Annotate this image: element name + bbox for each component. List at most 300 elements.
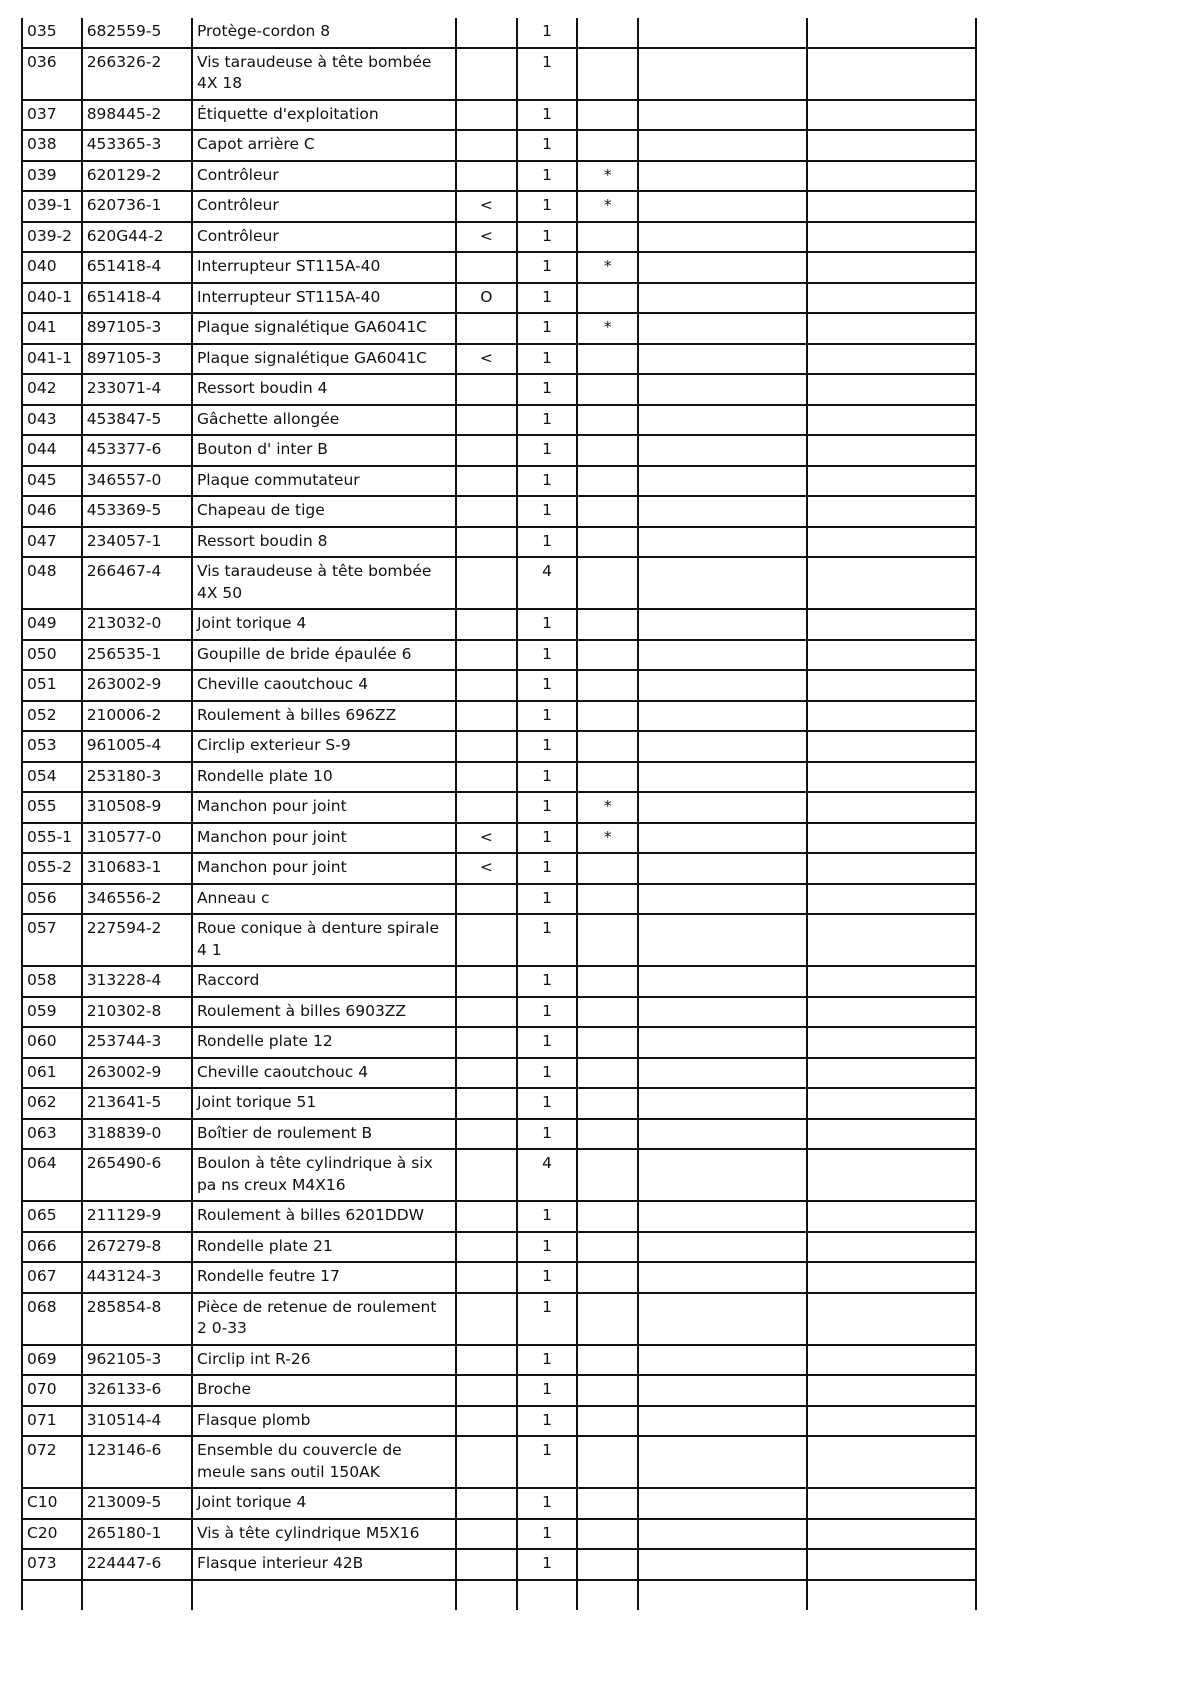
empty-cell <box>807 100 976 131</box>
reference-cell: 682559-5 <box>82 18 192 48</box>
empty-cell <box>456 1580 517 1610</box>
reference-cell: 310683-1 <box>82 853 192 884</box>
table-row <box>22 670 976 701</box>
part-number-cell: 063 <box>22 1119 82 1150</box>
quantity-cell: 1 <box>517 130 578 161</box>
mark-cell <box>456 161 517 192</box>
mark-cell <box>456 1375 517 1406</box>
note-cell: * <box>577 191 638 222</box>
empty-cell <box>638 1580 807 1610</box>
empty-cell <box>638 670 807 701</box>
part-number-cell: 067 <box>22 1262 82 1293</box>
reference-cell: 224447-6 <box>82 1549 192 1580</box>
mark-cell <box>456 1027 517 1058</box>
quantity-cell: 1 <box>517 640 578 671</box>
table-row <box>22 1088 976 1119</box>
empty-cell <box>638 252 807 283</box>
empty-cell <box>807 313 976 344</box>
table-row <box>22 130 976 161</box>
empty-cell <box>807 1345 976 1376</box>
note-cell <box>577 731 638 762</box>
mark-cell <box>456 405 517 436</box>
quantity-cell: 1 <box>517 670 578 701</box>
reference-cell: 213641-5 <box>82 1088 192 1119</box>
reference-cell: 620736-1 <box>82 191 192 222</box>
note-cell <box>577 527 638 558</box>
empty-cell <box>807 914 976 966</box>
note-cell <box>577 100 638 131</box>
empty-cell <box>638 823 807 854</box>
empty-cell <box>638 762 807 793</box>
part-number-cell: 051 <box>22 670 82 701</box>
empty-cell <box>807 1262 976 1293</box>
empty-cell <box>638 853 807 884</box>
reference-cell: 962105-3 <box>82 1345 192 1376</box>
empty-cell <box>638 435 807 466</box>
empty-cell <box>638 130 807 161</box>
table-row <box>22 853 976 884</box>
empty-cell <box>638 313 807 344</box>
table-row <box>22 731 976 762</box>
part-number-cell: 068 <box>22 1293 82 1345</box>
reference-cell: 961005-4 <box>82 731 192 762</box>
part-number-cell: 062 <box>22 1088 82 1119</box>
reference-cell: 267279-8 <box>82 1232 192 1263</box>
part-number-cell: 039 <box>22 161 82 192</box>
note-cell <box>577 222 638 253</box>
quantity-cell: 1 <box>517 252 578 283</box>
table-row <box>22 313 976 344</box>
mark-cell <box>456 966 517 997</box>
note-cell <box>577 466 638 497</box>
reference-cell: 210006-2 <box>82 701 192 732</box>
part-number-cell: 044 <box>22 435 82 466</box>
mark-cell <box>456 1201 517 1232</box>
reference-cell: 443124-3 <box>82 1262 192 1293</box>
empty-cell <box>807 1406 976 1437</box>
empty-cell <box>807 731 976 762</box>
mark-cell <box>456 997 517 1028</box>
mark-cell: < <box>456 344 517 375</box>
description-cell: Flasque plomb <box>192 1406 456 1437</box>
table-row <box>22 1201 976 1232</box>
description-cell: Rondelle plate 12 <box>192 1027 456 1058</box>
reference-cell: 310508-9 <box>82 792 192 823</box>
description-cell: Ensemble du couvercle de meule sans outil 150AK <box>192 1436 456 1488</box>
quantity-cell: 1 <box>517 997 578 1028</box>
note-cell <box>577 966 638 997</box>
quantity-cell: 1 <box>517 884 578 915</box>
description-cell: Flasque interieur 42B <box>192 1549 456 1580</box>
part-number-cell: 038 <box>22 130 82 161</box>
empty-cell <box>807 1088 976 1119</box>
mark-cell <box>456 435 517 466</box>
description-cell: Joint torique 4 <box>192 1488 456 1519</box>
empty-cell <box>807 1149 976 1201</box>
part-number-cell: C20 <box>22 1519 82 1550</box>
mark-cell <box>456 1232 517 1263</box>
empty-cell <box>638 914 807 966</box>
table-row <box>22 1345 976 1376</box>
note-cell: * <box>577 313 638 344</box>
table-row <box>22 792 976 823</box>
mark-cell <box>456 466 517 497</box>
empty-cell <box>638 1549 807 1580</box>
empty-cell <box>638 1149 807 1201</box>
empty-cell <box>638 405 807 436</box>
description-cell: Rondelle plate 10 <box>192 762 456 793</box>
mark-cell <box>456 609 517 640</box>
note-cell <box>577 997 638 1028</box>
mark-cell <box>456 557 517 609</box>
empty-cell <box>807 1027 976 1058</box>
empty-cell <box>807 762 976 793</box>
table-row <box>22 496 976 527</box>
description-cell: Plaque commutateur <box>192 466 456 497</box>
reference-cell: 253180-3 <box>82 762 192 793</box>
empty-cell <box>807 1375 976 1406</box>
table-row <box>22 18 976 48</box>
note-cell: * <box>577 792 638 823</box>
empty-cell <box>807 823 976 854</box>
empty-cell <box>638 1201 807 1232</box>
empty-cell <box>807 161 976 192</box>
reference-cell: 651418-4 <box>82 252 192 283</box>
empty-cell <box>807 792 976 823</box>
empty-cell <box>638 466 807 497</box>
empty-cell <box>807 283 976 314</box>
mark-cell: < <box>456 853 517 884</box>
table-row <box>22 435 976 466</box>
empty-cell <box>807 48 976 100</box>
table-row <box>22 1149 976 1201</box>
description-cell: Étiquette d'exploitation <box>192 100 456 131</box>
reference-cell: 897105-3 <box>82 313 192 344</box>
quantity-cell: 1 <box>517 191 578 222</box>
empty-cell <box>807 701 976 732</box>
description-cell: Roulement à billes 6903ZZ <box>192 997 456 1028</box>
table-row <box>22 405 976 436</box>
part-number-cell: 048 <box>22 557 82 609</box>
empty-cell <box>807 435 976 466</box>
empty-cell <box>638 557 807 609</box>
empty-cell <box>807 997 976 1028</box>
note-cell <box>577 1375 638 1406</box>
table-row <box>22 1119 976 1150</box>
note-cell <box>577 435 638 466</box>
description-cell: Vis à tête cylindrique M5X16 <box>192 1519 456 1550</box>
reference-cell: 346557-0 <box>82 466 192 497</box>
description-cell: Circlip exterieur S-9 <box>192 731 456 762</box>
mark-cell <box>456 1549 517 1580</box>
parts-list-table <box>21 18 977 1610</box>
note-cell <box>577 1149 638 1201</box>
note-cell <box>577 130 638 161</box>
mark-cell <box>456 1149 517 1201</box>
empty-cell <box>638 344 807 375</box>
reference-cell: 227594-2 <box>82 914 192 966</box>
mark-cell: < <box>456 222 517 253</box>
reference-cell: 313228-4 <box>82 966 192 997</box>
part-number-cell: 057 <box>22 914 82 966</box>
part-number-cell: 039-2 <box>22 222 82 253</box>
quantity-cell: 1 <box>517 1262 578 1293</box>
reference-cell: 620129-2 <box>82 161 192 192</box>
mark-cell: < <box>456 191 517 222</box>
part-number-cell: 055-1 <box>22 823 82 854</box>
empty-cell <box>638 1375 807 1406</box>
empty-cell <box>192 1580 456 1610</box>
reference-cell: 123146-6 <box>82 1436 192 1488</box>
reference-cell: 213032-0 <box>82 609 192 640</box>
empty-cell <box>638 283 807 314</box>
quantity-cell: 1 <box>517 405 578 436</box>
quantity-cell: 1 <box>517 222 578 253</box>
empty-cell <box>638 1027 807 1058</box>
description-cell: Goupille de bride épaulée 6 <box>192 640 456 671</box>
description-cell: Gâchette allongée <box>192 405 456 436</box>
note-cell <box>577 344 638 375</box>
description-cell: Raccord <box>192 966 456 997</box>
empty-cell <box>638 1436 807 1488</box>
description-cell: Contrôleur <box>192 161 456 192</box>
mark-cell <box>456 640 517 671</box>
reference-cell: 310577-0 <box>82 823 192 854</box>
empty-cell <box>638 100 807 131</box>
note-cell <box>577 1345 638 1376</box>
reference-cell: 213009-5 <box>82 1488 192 1519</box>
reference-cell: 620G44-2 <box>82 222 192 253</box>
quantity-cell: 1 <box>517 1201 578 1232</box>
mark-cell <box>456 762 517 793</box>
description-cell: Rondelle feutre 17 <box>192 1262 456 1293</box>
quantity-cell: 1 <box>517 283 578 314</box>
note-cell: * <box>577 823 638 854</box>
quantity-cell: 1 <box>517 701 578 732</box>
note-cell <box>577 1262 638 1293</box>
empty-cell <box>638 1519 807 1550</box>
table-row <box>22 914 976 966</box>
mark-cell <box>456 1293 517 1345</box>
table-row <box>22 48 976 100</box>
table-row <box>22 191 976 222</box>
quantity-cell: 1 <box>517 1519 578 1550</box>
mark-cell <box>456 884 517 915</box>
empty-cell <box>807 374 976 405</box>
empty-cell <box>807 884 976 915</box>
mark-cell <box>456 701 517 732</box>
empty-cell <box>638 1488 807 1519</box>
empty-cell <box>638 792 807 823</box>
description-cell: Vis taraudeuse à tête bombée 4X 18 <box>192 48 456 100</box>
part-number-cell: 037 <box>22 100 82 131</box>
mark-cell <box>456 1406 517 1437</box>
mark-cell: < <box>456 823 517 854</box>
part-number-cell: 040-1 <box>22 283 82 314</box>
part-number-cell: 035 <box>22 18 82 48</box>
mark-cell <box>456 313 517 344</box>
part-number-cell: 056 <box>22 884 82 915</box>
empty-cell <box>807 557 976 609</box>
description-cell: Contrôleur <box>192 222 456 253</box>
part-number-cell: 047 <box>22 527 82 558</box>
note-cell <box>577 1027 638 1058</box>
mark-cell: O <box>456 283 517 314</box>
reference-cell: 453365-3 <box>82 130 192 161</box>
quantity-cell: 1 <box>517 1293 578 1345</box>
table-row <box>22 1058 976 1089</box>
table-row <box>22 823 976 854</box>
quantity-cell: 1 <box>517 731 578 762</box>
table-row <box>22 252 976 283</box>
part-number-cell: 060 <box>22 1027 82 1058</box>
description-cell: Interrupteur ST115A-40 <box>192 283 456 314</box>
quantity-cell: 1 <box>517 966 578 997</box>
table-row <box>22 1519 976 1550</box>
quantity-cell: 1 <box>517 466 578 497</box>
description-cell: Cheville caoutchouc 4 <box>192 1058 456 1089</box>
empty-cell <box>807 405 976 436</box>
table-row <box>22 344 976 375</box>
empty-cell <box>807 1488 976 1519</box>
quantity-cell: 1 <box>517 496 578 527</box>
description-cell: Protège-cordon 8 <box>192 18 456 48</box>
empty-cell <box>638 609 807 640</box>
table-row <box>22 1436 976 1488</box>
empty-cell <box>577 1580 638 1610</box>
note-cell <box>577 762 638 793</box>
empty-cell <box>638 191 807 222</box>
table-row <box>22 1375 976 1406</box>
empty-cell <box>638 1262 807 1293</box>
reference-cell: 326133-6 <box>82 1375 192 1406</box>
table-row <box>22 701 976 732</box>
empty-cell <box>807 853 976 884</box>
quantity-cell: 1 <box>517 435 578 466</box>
note-cell <box>577 1549 638 1580</box>
empty-cell <box>638 966 807 997</box>
description-cell: Contrôleur <box>192 191 456 222</box>
note-cell <box>577 1232 638 1263</box>
note-cell <box>577 640 638 671</box>
table-row <box>22 1027 976 1058</box>
quantity-cell: 4 <box>517 557 578 609</box>
empty-cell <box>638 1406 807 1437</box>
mark-cell <box>456 496 517 527</box>
table-row <box>22 527 976 558</box>
mark-cell <box>456 1119 517 1150</box>
part-number-cell: 066 <box>22 1232 82 1263</box>
mark-cell <box>456 18 517 48</box>
part-number-cell: 070 <box>22 1375 82 1406</box>
quantity-cell: 1 <box>517 853 578 884</box>
table-row <box>22 161 976 192</box>
quantity-cell: 1 <box>517 1375 578 1406</box>
part-number-cell: 053 <box>22 731 82 762</box>
empty-cell <box>807 1058 976 1089</box>
mark-cell <box>456 1345 517 1376</box>
reference-cell: 453369-5 <box>82 496 192 527</box>
quantity-cell: 1 <box>517 1119 578 1150</box>
empty-cell <box>638 1345 807 1376</box>
empty-cell <box>638 222 807 253</box>
table-row <box>22 966 976 997</box>
table-row <box>22 997 976 1028</box>
note-cell <box>577 405 638 436</box>
quantity-cell: 1 <box>517 609 578 640</box>
table-row <box>22 374 976 405</box>
part-number-cell: 055-2 <box>22 853 82 884</box>
mark-cell <box>456 1088 517 1119</box>
reference-cell: 263002-9 <box>82 670 192 701</box>
reference-cell: 233071-4 <box>82 374 192 405</box>
quantity-cell: 1 <box>517 1027 578 1058</box>
quantity-cell: 1 <box>517 823 578 854</box>
reference-cell: 651418-4 <box>82 283 192 314</box>
quantity-cell: 1 <box>517 1345 578 1376</box>
note-cell <box>577 283 638 314</box>
parts-list-body <box>22 18 976 1610</box>
empty-cell <box>638 1293 807 1345</box>
empty-cell <box>807 1293 976 1345</box>
mark-cell <box>456 1262 517 1293</box>
description-cell: Ressort boudin 4 <box>192 374 456 405</box>
quantity-cell: 1 <box>517 1436 578 1488</box>
part-number-cell: 046 <box>22 496 82 527</box>
reference-cell: 265180-1 <box>82 1519 192 1550</box>
empty-cell <box>638 884 807 915</box>
part-number-cell: 072 <box>22 1436 82 1488</box>
reference-cell: 898445-2 <box>82 100 192 131</box>
quantity-cell: 1 <box>517 161 578 192</box>
note-cell <box>577 1406 638 1437</box>
description-cell: Boulon à tête cylindrique à six pa ns creux M4X16 <box>192 1149 456 1201</box>
note-cell <box>577 374 638 405</box>
reference-cell: 310514-4 <box>82 1406 192 1437</box>
quantity-cell: 1 <box>517 1488 578 1519</box>
part-number-cell: 059 <box>22 997 82 1028</box>
part-number-cell: 040 <box>22 252 82 283</box>
note-cell <box>577 557 638 609</box>
description-cell: Vis taraudeuse à tête bombée 4X 50 <box>192 557 456 609</box>
empty-cell <box>638 701 807 732</box>
description-cell: Plaque signalétique GA6041C <box>192 344 456 375</box>
quantity-cell: 1 <box>517 527 578 558</box>
quantity-cell: 1 <box>517 1232 578 1263</box>
part-number-cell: 041 <box>22 313 82 344</box>
quantity-cell: 1 <box>517 914 578 966</box>
empty-cell <box>807 640 976 671</box>
mark-cell <box>456 731 517 762</box>
description-cell: Capot arrière C <box>192 130 456 161</box>
empty-cell <box>22 1580 82 1610</box>
table-row <box>22 1293 976 1345</box>
table-row <box>22 1406 976 1437</box>
note-cell <box>577 1088 638 1119</box>
part-number-cell: 071 <box>22 1406 82 1437</box>
mark-cell <box>456 130 517 161</box>
description-cell: Bouton d' inter B <box>192 435 456 466</box>
quantity-cell: 1 <box>517 18 578 48</box>
empty-cell <box>807 130 976 161</box>
reference-cell: 256535-1 <box>82 640 192 671</box>
empty-cell <box>638 1088 807 1119</box>
note-cell <box>577 1119 638 1150</box>
empty-cell <box>807 496 976 527</box>
quantity-cell: 1 <box>517 762 578 793</box>
quantity-cell: 1 <box>517 1088 578 1119</box>
empty-cell <box>807 1436 976 1488</box>
